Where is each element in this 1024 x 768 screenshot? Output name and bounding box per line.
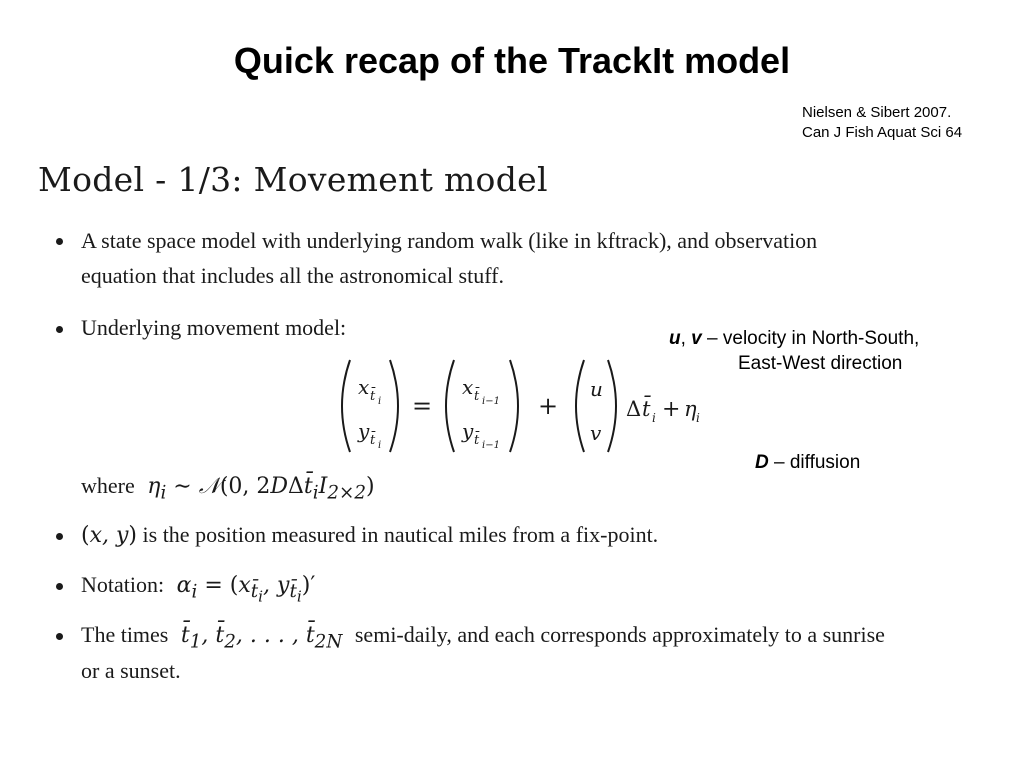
svg-text:x: x [462, 375, 474, 399]
velocity-separator: , [680, 328, 692, 349]
bullet-4-text: Notation: [81, 572, 165, 597]
svg-text:t̄: t̄ [474, 389, 480, 404]
section-heading: Model - 1/3: Movement model [38, 160, 548, 199]
svg-text:y: y [358, 419, 370, 443]
svg-text:η: η [684, 397, 697, 421]
svg-text:t̄: t̄ [370, 433, 376, 448]
bullet-marker [56, 633, 63, 640]
velocity-annotation [669, 328, 919, 350]
svg-text:u: u [590, 377, 603, 401]
bullet-4-line-1 [81, 572, 315, 606]
bullet-marker [56, 533, 63, 540]
slide-title: Quick recap of the TrackIt model [233, 40, 791, 81]
notation-formula: $\alpha_i = (x_{t̄_i}$, $y_{t̄_i})'$ [169, 573, 316, 607]
svg-text:i: i [378, 396, 382, 407]
bullet-marker [56, 326, 63, 333]
bullet-1-line-1: A state space model with underlying random walk (like in kftrack), and observation [81, 228, 818, 253]
svg-text:=: = [412, 392, 433, 420]
movement-equation [336, 356, 736, 456]
noise-definition [81, 473, 375, 503]
citation [802, 103, 962, 143]
velocity-text: – velocity in North-South, [701, 328, 920, 349]
svg-text:Δ: Δ [626, 397, 642, 421]
svg-text:i−1: i−1 [482, 440, 500, 451]
svg-text:v: v [590, 421, 602, 445]
velocity-annotation-line-2: East-West direction [738, 353, 903, 374]
diffusion-text: – diffusion [768, 452, 861, 473]
svg-text:t̄: t̄ [642, 397, 651, 421]
svg-text:t̄: t̄ [474, 433, 480, 448]
svg-text:i: i [378, 440, 382, 451]
times-formula: $t̄_1$, $t̄_2$, . . . , $t̄_{2N}$ [173, 623, 343, 653]
position-formula: (x, y) [81, 523, 138, 548]
bullet-1-line-2: equation that includes all the astronomical stuff. [81, 263, 504, 288]
diffusion-annotation [755, 452, 860, 474]
svg-text:i: i [696, 411, 700, 425]
svg-text:i−1: i−1 [482, 396, 500, 407]
bullet-marker [56, 238, 63, 245]
citation-line-1: Nielsen & Sibert 2007. [802, 104, 952, 121]
bullet-3-line-1 [81, 522, 658, 548]
svg-text:+: + [538, 392, 559, 420]
svg-text:t̄: t̄ [370, 389, 376, 404]
svg-text:x: x [358, 375, 370, 399]
citation-line-2: Can J Fish Aquat Sci 64 [802, 124, 963, 141]
velocity-var-u: u [669, 328, 681, 349]
bullet-5-text-suffix: semi-daily, and each corresponds approximately to a sunrise [354, 622, 885, 647]
bullet-5-text-prefix: The times [81, 622, 169, 647]
bullet-marker [56, 583, 63, 590]
svg-text:+: + [662, 397, 681, 422]
diffusion-var: D [755, 452, 769, 473]
bullet-5-line-2: or a sunset. [81, 658, 181, 683]
bullet-2-line-1: Underlying movement model: [81, 315, 347, 340]
velocity-var-v: v [691, 328, 702, 349]
bullet-3-text: is the position measured in nautical miles from a fix-point. [142, 522, 659, 547]
svg-text:i: i [652, 411, 656, 425]
where-label: where [81, 473, 135, 498]
noise-formula: $\eta_i$ ∼ 𝒩(0, $2D\Delta t̄_iI_{2\times 2}$) [140, 474, 375, 504]
svg-text:y: y [462, 419, 474, 443]
bullet-5-line-1 [81, 622, 885, 652]
